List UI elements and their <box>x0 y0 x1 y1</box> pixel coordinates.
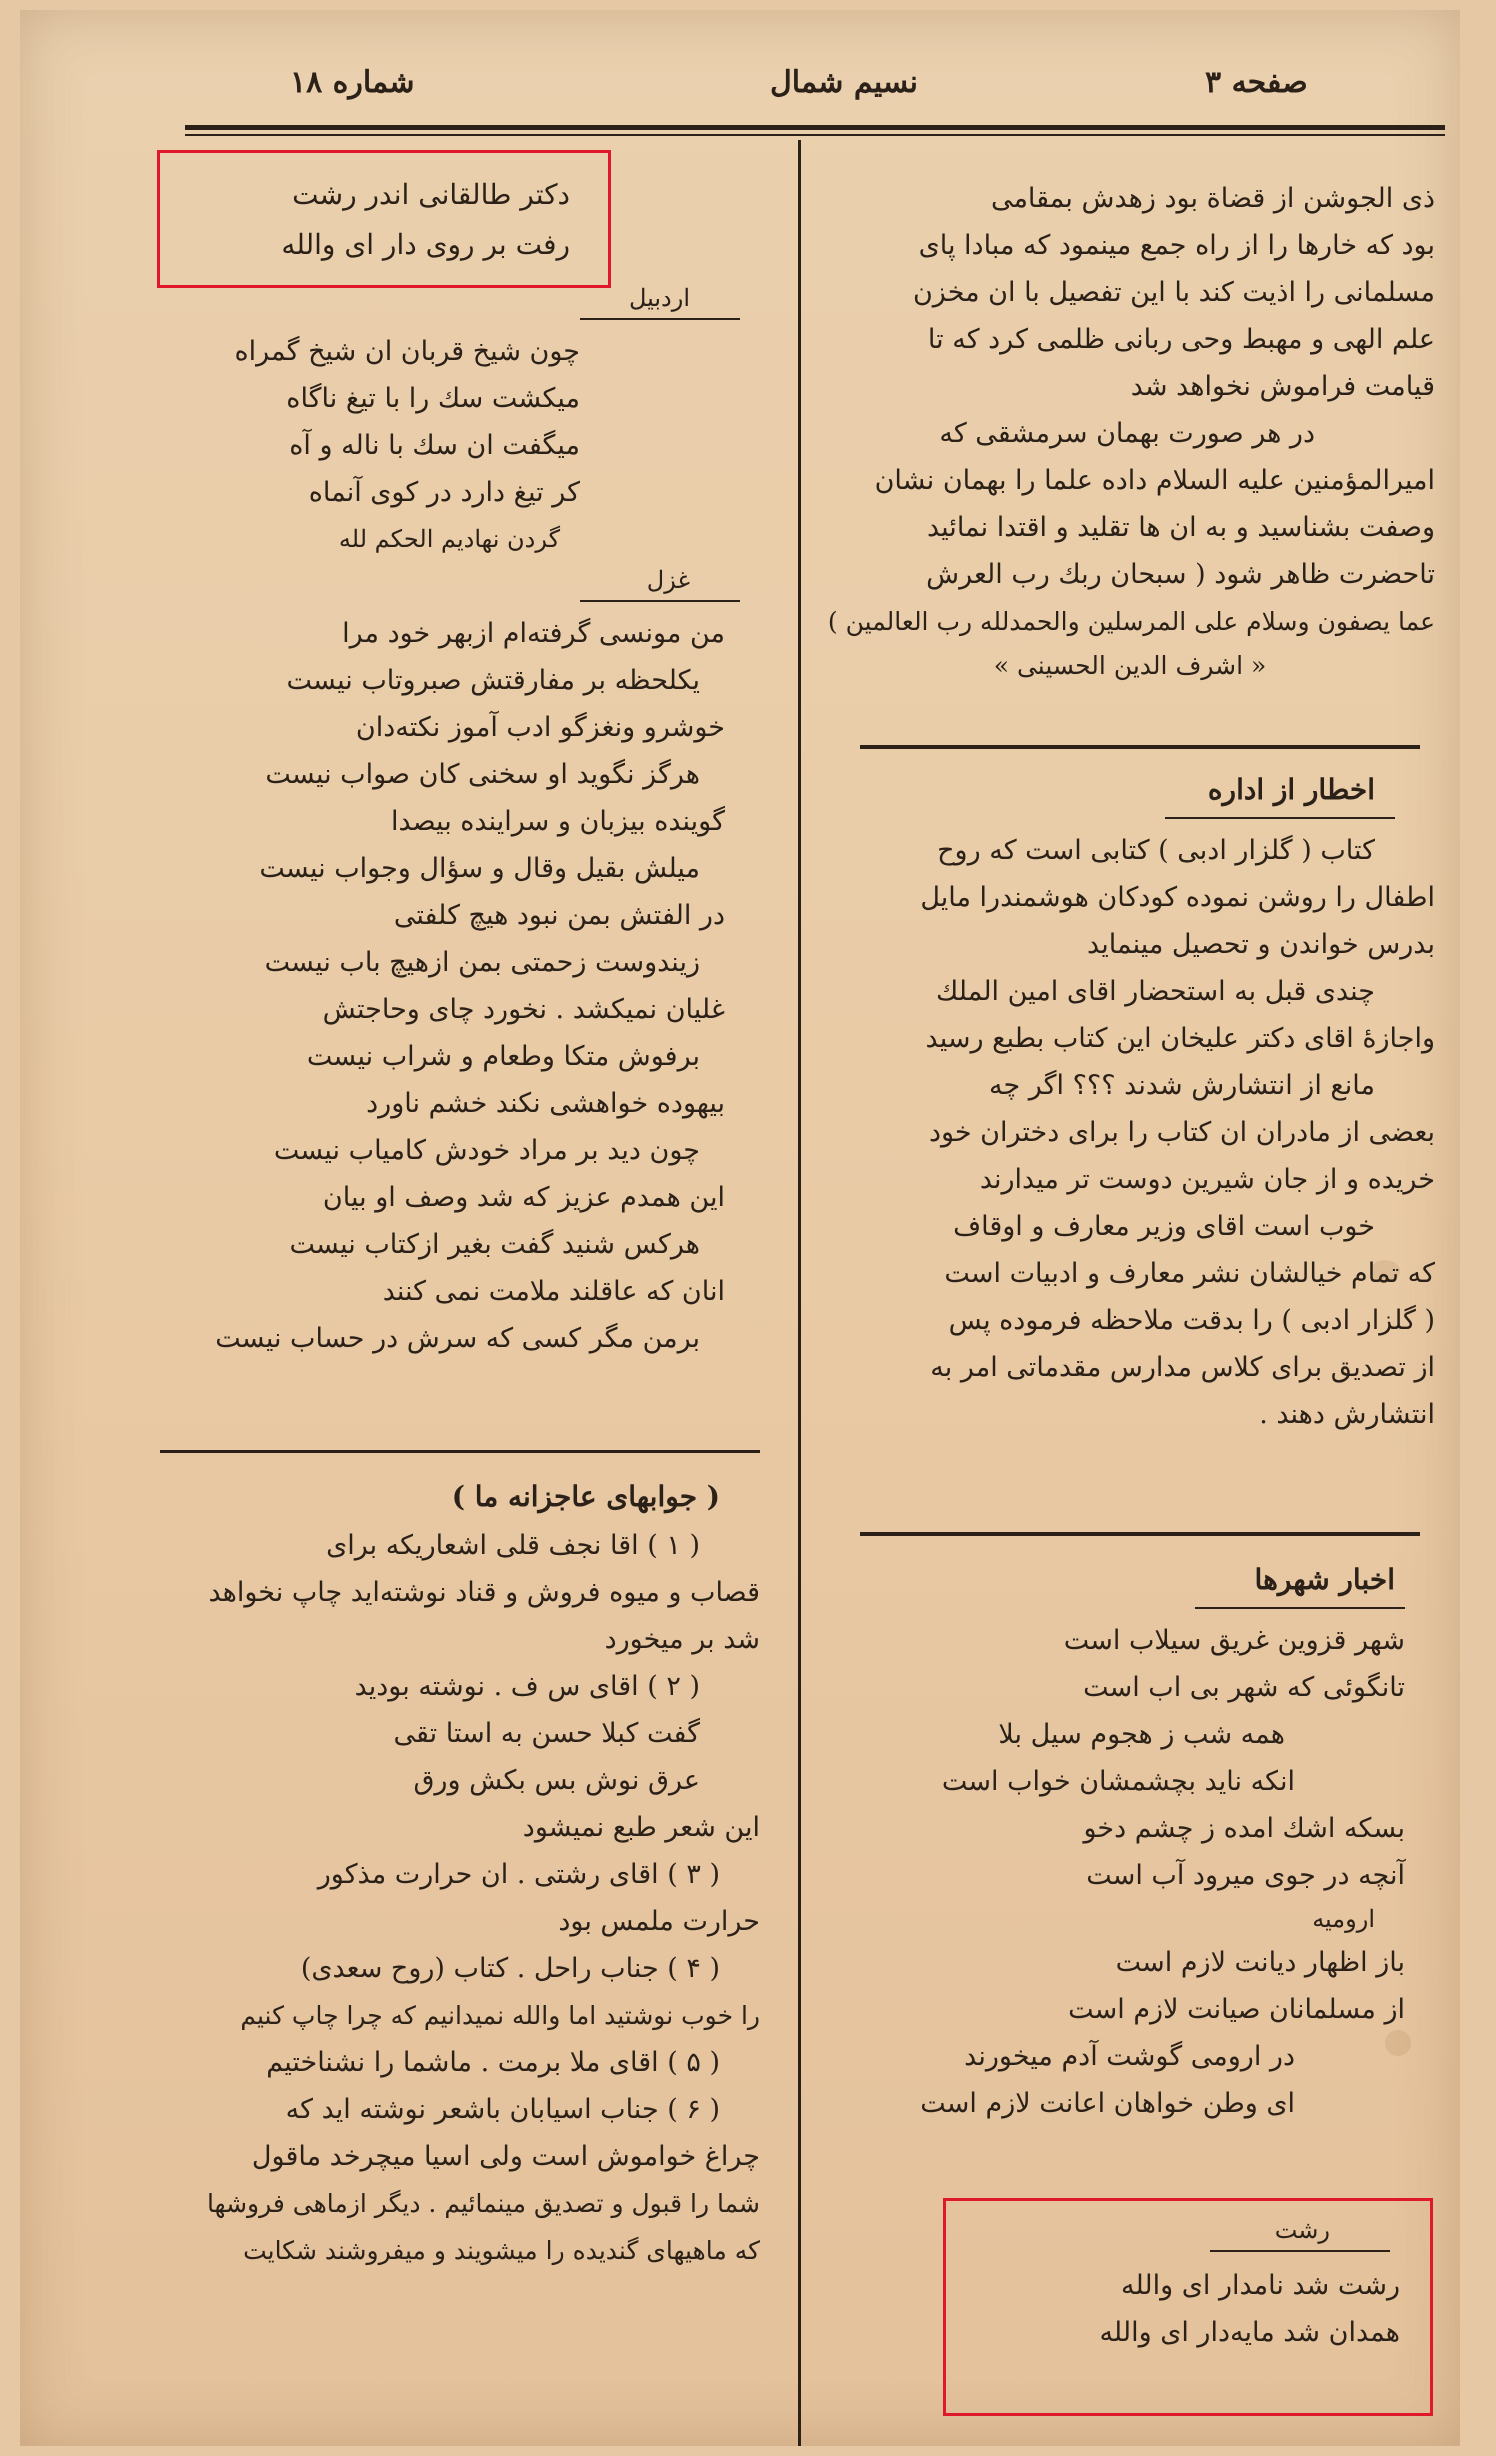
text-line: که ماهیهای گندیده را میشویند و میفروشند شکایت <box>243 2236 760 2265</box>
text-line: کتاب ( گلزار ادبی ) کتابی است که روح <box>937 835 1375 866</box>
text-line: خوب است اقای وزیر معارف و اوقاف <box>953 1211 1375 1242</box>
text-line: ( ۱ ) اقا نجف قلی اشعاریکه برای <box>326 1530 700 1561</box>
rasht-title-underline <box>1210 2250 1390 2252</box>
text-line: یکلحظه بر مفارقتش صبروتاب نیست <box>286 665 700 696</box>
text-line: گردن نهادیم الحکم لله <box>338 525 560 553</box>
text-line: رفت بر روی دار ای والله <box>281 228 570 261</box>
text-line: چراغ خواموش است ولی اسیا میچرخد ماقول <box>251 2141 760 2172</box>
text-line: در ارومی گوشت آدم میخورند <box>964 2041 1295 2072</box>
ardabil-title-underline <box>580 318 740 320</box>
page-number: صفحه ۳ <box>1205 65 1308 100</box>
text-line: ( ۶ ) جناب اسیابان باشعر نوشته اید که <box>285 2094 720 2125</box>
ghazal-title: غزل <box>646 566 690 594</box>
text-line: ( ۳ ) اقای رشتی . ان حرارت مذکور <box>317 1859 720 1890</box>
text-line: همدان شد مایه‌دار ای والله <box>1099 2317 1400 2348</box>
text-line: انکه ناید بچشمشان خواب است <box>941 1766 1295 1797</box>
text-line: شد بر میخورد <box>604 1624 760 1655</box>
notice-section <box>825 765 1435 1438</box>
column-divider <box>798 140 801 2446</box>
text-line: تاحضرت ظاهر شود ( سبحان ربك رب العرش <box>926 559 1435 590</box>
ardabil-section <box>160 278 740 563</box>
text-line: ای وطن خواهان اعانت لازم است <box>920 2088 1295 2119</box>
newspaper-page <box>20 10 1460 2446</box>
urmia-title: ارومیه <box>1312 1905 1375 1933</box>
right-article <box>825 175 1435 687</box>
ghazal-title-underline <box>580 600 740 602</box>
text-line: کر تیغ دارد در کوی آنماه <box>308 477 580 508</box>
text-line: چون دید بر مراد خودش کامیاب نیست <box>273 1135 700 1166</box>
cities-title: اخبار شهرها <box>1254 1563 1395 1596</box>
text-line: گفت کبلا حسن به استا تقی <box>393 1718 700 1749</box>
text-line: میکشت سك را با تیغ ناگاه <box>286 383 580 414</box>
answers-title: ( جوابهای عاجزانه ما ) <box>451 1480 720 1513</box>
newspaper-title: نسیم شمال <box>770 65 918 100</box>
text-line: برفوش متکا وطعام و شراب نیست <box>306 1041 700 1072</box>
text-line: هرکس شنید گفت بغیر ازکتاب نیست <box>289 1229 700 1260</box>
text-line: من مونسی گرفته‌ام ازبهر خود مرا <box>342 618 725 649</box>
ardabil-title: اردبیل <box>628 284 690 312</box>
rasht-section <box>965 2210 1420 2356</box>
text-line: آنچه در جوی میرود آب است <box>1086 1860 1405 1891</box>
text-line: ( گلزار ادبی ) را بدقت ملاحظه فرموده پس <box>948 1305 1435 1336</box>
text-line: قیامت فراموش نخواهد شد <box>1130 371 1435 402</box>
text-line: که تمام خیالشان نشر معارف و ادبیات است <box>944 1258 1435 1289</box>
text-line: در هر صورت بهمان سرمشقی که <box>939 418 1315 449</box>
text-line: میلش بقیل وقال و سؤال وجواب نیست <box>259 853 700 884</box>
text-line: ذی الجوشن از قضاة بود زهدش بمقامی <box>990 183 1435 214</box>
text-line: ( ۲ ) اقای س ف . نوشته بودید <box>354 1671 700 1702</box>
text-line: در الفتش بمن نبود هیچ کلفتی <box>393 900 725 931</box>
text-line: گوینده بیزبان و سراینده بیصدا <box>390 806 725 837</box>
text-line: تانگوئی که شهر بی اب است <box>1083 1672 1405 1703</box>
text-line: بود که خارها را از راه جمع مینمود که مبادا پای <box>918 230 1435 261</box>
header-rule-thin <box>185 134 1445 136</box>
text-line: این همدم عزیز که شد وصف او بیان <box>322 1182 725 1213</box>
text-line: رشت شد نامدار ای والله <box>1120 2270 1400 2301</box>
rasht-title: رشت <box>1274 2216 1330 2244</box>
text-line: مسلمانی را اذیت کند با این تفصیل با ان مخزن <box>912 277 1435 308</box>
issue-number: شماره ۱۸ <box>290 65 415 100</box>
section-rule <box>860 1532 1420 1536</box>
header-rule <box>185 125 1445 130</box>
text-line: وصفت بشناسید و به ان ها تقلید و اقتدا نمائید <box>926 512 1435 543</box>
text-line: شما را قبول و تصدیق مینمائیم . دیگر ازماهی فروشها <box>206 2189 760 2218</box>
text-line: چون شیخ قربان ان شیخ گمراه <box>234 336 580 367</box>
text-line: شهر قزوین غریق سیلاب است <box>1063 1625 1405 1656</box>
text-line: انتشارش دهند . <box>1259 1399 1435 1430</box>
text-line: غلیان نمیکشد . نخورد چای وحاجتش <box>322 994 725 1025</box>
text-line: این شعر طبع نمیشود <box>522 1812 760 1843</box>
cities-title-underline <box>1195 1607 1405 1609</box>
section-rule <box>160 1450 760 1453</box>
text-line: بدرس خواندن و تحصیل مینماید <box>1087 929 1435 960</box>
text-line: امیرالمؤمنین علیه السلام داده علما را بهمان نشان <box>874 465 1435 496</box>
text-line: عرق نوش بس بکش ورق <box>413 1765 700 1796</box>
text-line: بعضی از مادران ان کتاب را برای دختران خود <box>928 1117 1435 1148</box>
cities-news-section <box>825 1555 1435 2127</box>
top-verse <box>170 170 570 270</box>
section-rule <box>860 745 1420 749</box>
text-line: باز اظهار دیانت لازم است <box>1115 1947 1405 1978</box>
text-line: قصاب و میوه فروش و قناد نوشته‌اید چاپ نخواهد <box>208 1577 760 1608</box>
text-line: علم الهی و مهبط وحی ربانی ظلمی کرد که تا <box>927 324 1435 355</box>
text-line: بسکه اشك امده ز چشم دخو <box>1083 1813 1405 1844</box>
text-line: اطفال را روشن نموده کودکان هوشمندرا مایل <box>920 882 1435 913</box>
text-line: هرگز نگوید او سخنی کان صواب نیست <box>265 759 700 790</box>
text-line: برمن مگر کسی که سرش در حساب نیست <box>215 1323 700 1354</box>
text-line: خوشرو ونغزگو ادب آموز نکته‌دان <box>355 712 725 743</box>
text-line: حرارت ملمس بود <box>558 1906 760 1937</box>
ghazal-section <box>160 560 740 1362</box>
text-line: مانع از انتشارش شدند ؟؟؟ اگر چه <box>989 1070 1375 1101</box>
text-line: واجازهٔ اقای دکتر علیخان این کتاب بطبع رسید <box>925 1023 1435 1054</box>
text-line: زیندوست زحمتی بمن ازهیچ باب نیست <box>264 947 700 978</box>
text-line: خریده و از جان شیرین دوست تر میدارند <box>979 1164 1435 1195</box>
text-line: بیهوده خواهشی نکند خشم ناورد <box>366 1088 725 1119</box>
text-line: را خوب نوشتید اما والله نمیدانیم که چرا چاپ کنیم <box>240 2001 760 2030</box>
text-line: ( ۵ ) اقای ملا برمت . ماشما را نشناختیم <box>266 2047 720 2078</box>
text-line: انان که عاقلند ملامت نمی کنند <box>382 1276 725 1307</box>
text-line: چندی قبل به استحضار اقای امین الملك <box>936 976 1375 1007</box>
text-line: میگفت ان سك با ناله و آه <box>289 430 580 461</box>
notice-title-underline <box>1165 817 1395 819</box>
text-line: از تصدیق برای کلاس مدارس مقدماتی امر به <box>930 1352 1435 1383</box>
text-line: از مسلمانان صیانت لازم است <box>1068 1994 1405 2025</box>
notice-title: اخطار از اداره <box>1207 773 1375 806</box>
text-line: ( ۴ ) جناب راحل . کتاب (روح سعدی) <box>300 1953 720 1984</box>
text-line: عما یصفون وسلام علی المرسلین والحمدلله رب العالمین ) <box>827 607 1435 636</box>
text-line: همه شب ز هجوم سیل بلا <box>998 1719 1285 1750</box>
answers-section <box>160 1472 760 2274</box>
text-line: دکتر طالقانی اندر رشت <box>292 178 570 211</box>
author-signature: « اشرف الدین الحسینی » <box>993 651 1267 680</box>
